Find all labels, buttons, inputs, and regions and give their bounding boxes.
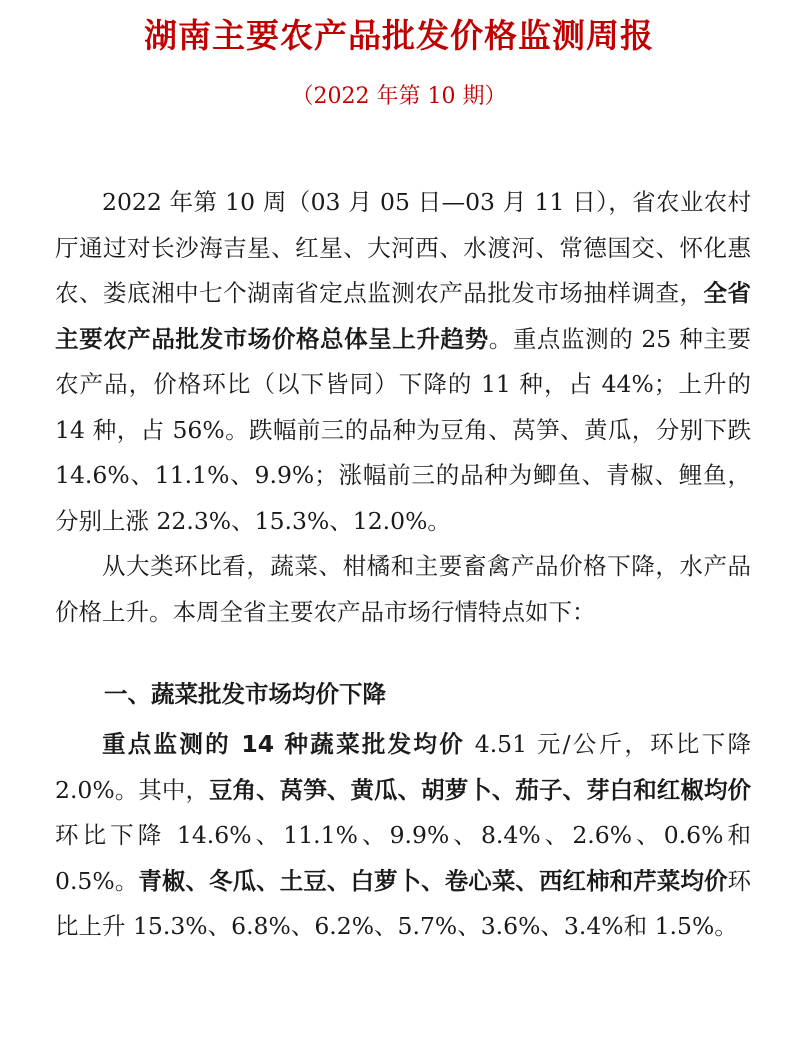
intro-highlight: 全省主要农产品批发市场价格总体呈上升趋势: [55, 279, 752, 353]
section-heading-vegetables: 一、蔬菜批发市场均价下降: [104, 680, 386, 708]
veg-text-2: 环比下降 14.6%、11.1%、9.9%、8.4%、2.6%、0.6%和 0.5%。: [55, 821, 751, 895]
vegetables-section: [55, 722, 751, 950]
report-issue: （2022 年第 10 期）: [291, 84, 507, 109]
intro-paragraph: [55, 180, 751, 544]
report-title: 湖南主要农产品批发价格监测周报: [144, 16, 654, 55]
category-summary-paragraph: 从大类环比看，蔬菜、柑橘和主要畜禽产品价格下降，水产品价格上升。本周全省主要农产品市场行情特点如下：: [55, 552, 751, 626]
veg-text-3: 环比上升 15.3%、6.8%、6.2%、5.7%、3.6%、3.4%和 1.5%。: [55, 866, 752, 940]
vegetables-paragraph: [55, 722, 751, 950]
intro-text-1: 2022 年第 10 周（03 月 05 日—03 月 11 日），省农业农村厅通过对长沙海吉星、红星、大河西、水渡河、常德国交、怀化惠农、娄底湘中七个湖南省定点监测农产品批发市场抽样调查，: [55, 188, 751, 307]
veg-bold-2: 豆角、莴笋、黄瓜、胡萝卜、茄子、芽白和红椒均价: [209, 775, 752, 804]
veg-bold-1: 重点监测的 14 种蔬菜批发均价: [102, 730, 465, 758]
veg-bold-3: 青椒、冬瓜、土豆、白萝卜、卷心菜、西红柿和芹菜均价: [138, 866, 728, 895]
intro-section: [55, 180, 751, 635]
intro-text-2: 。重点监测的 25 种主要农产品，价格环比（以下皆同）下降的 11 种，占 44%；上升的 14 种，占 56%。跌幅前三的品种为豆角、莴笋、黄瓜，分别下跌 14.6%、11.1%、9.9%；涨幅前三的品种为鲫鱼、青椒、鲤鱼，分别上涨 22.3%、15.3%、12.0%。: [55, 324, 752, 535]
veg-text-1: 4.51 元/公斤，环比下降 2.0%。其中，: [55, 730, 751, 804]
